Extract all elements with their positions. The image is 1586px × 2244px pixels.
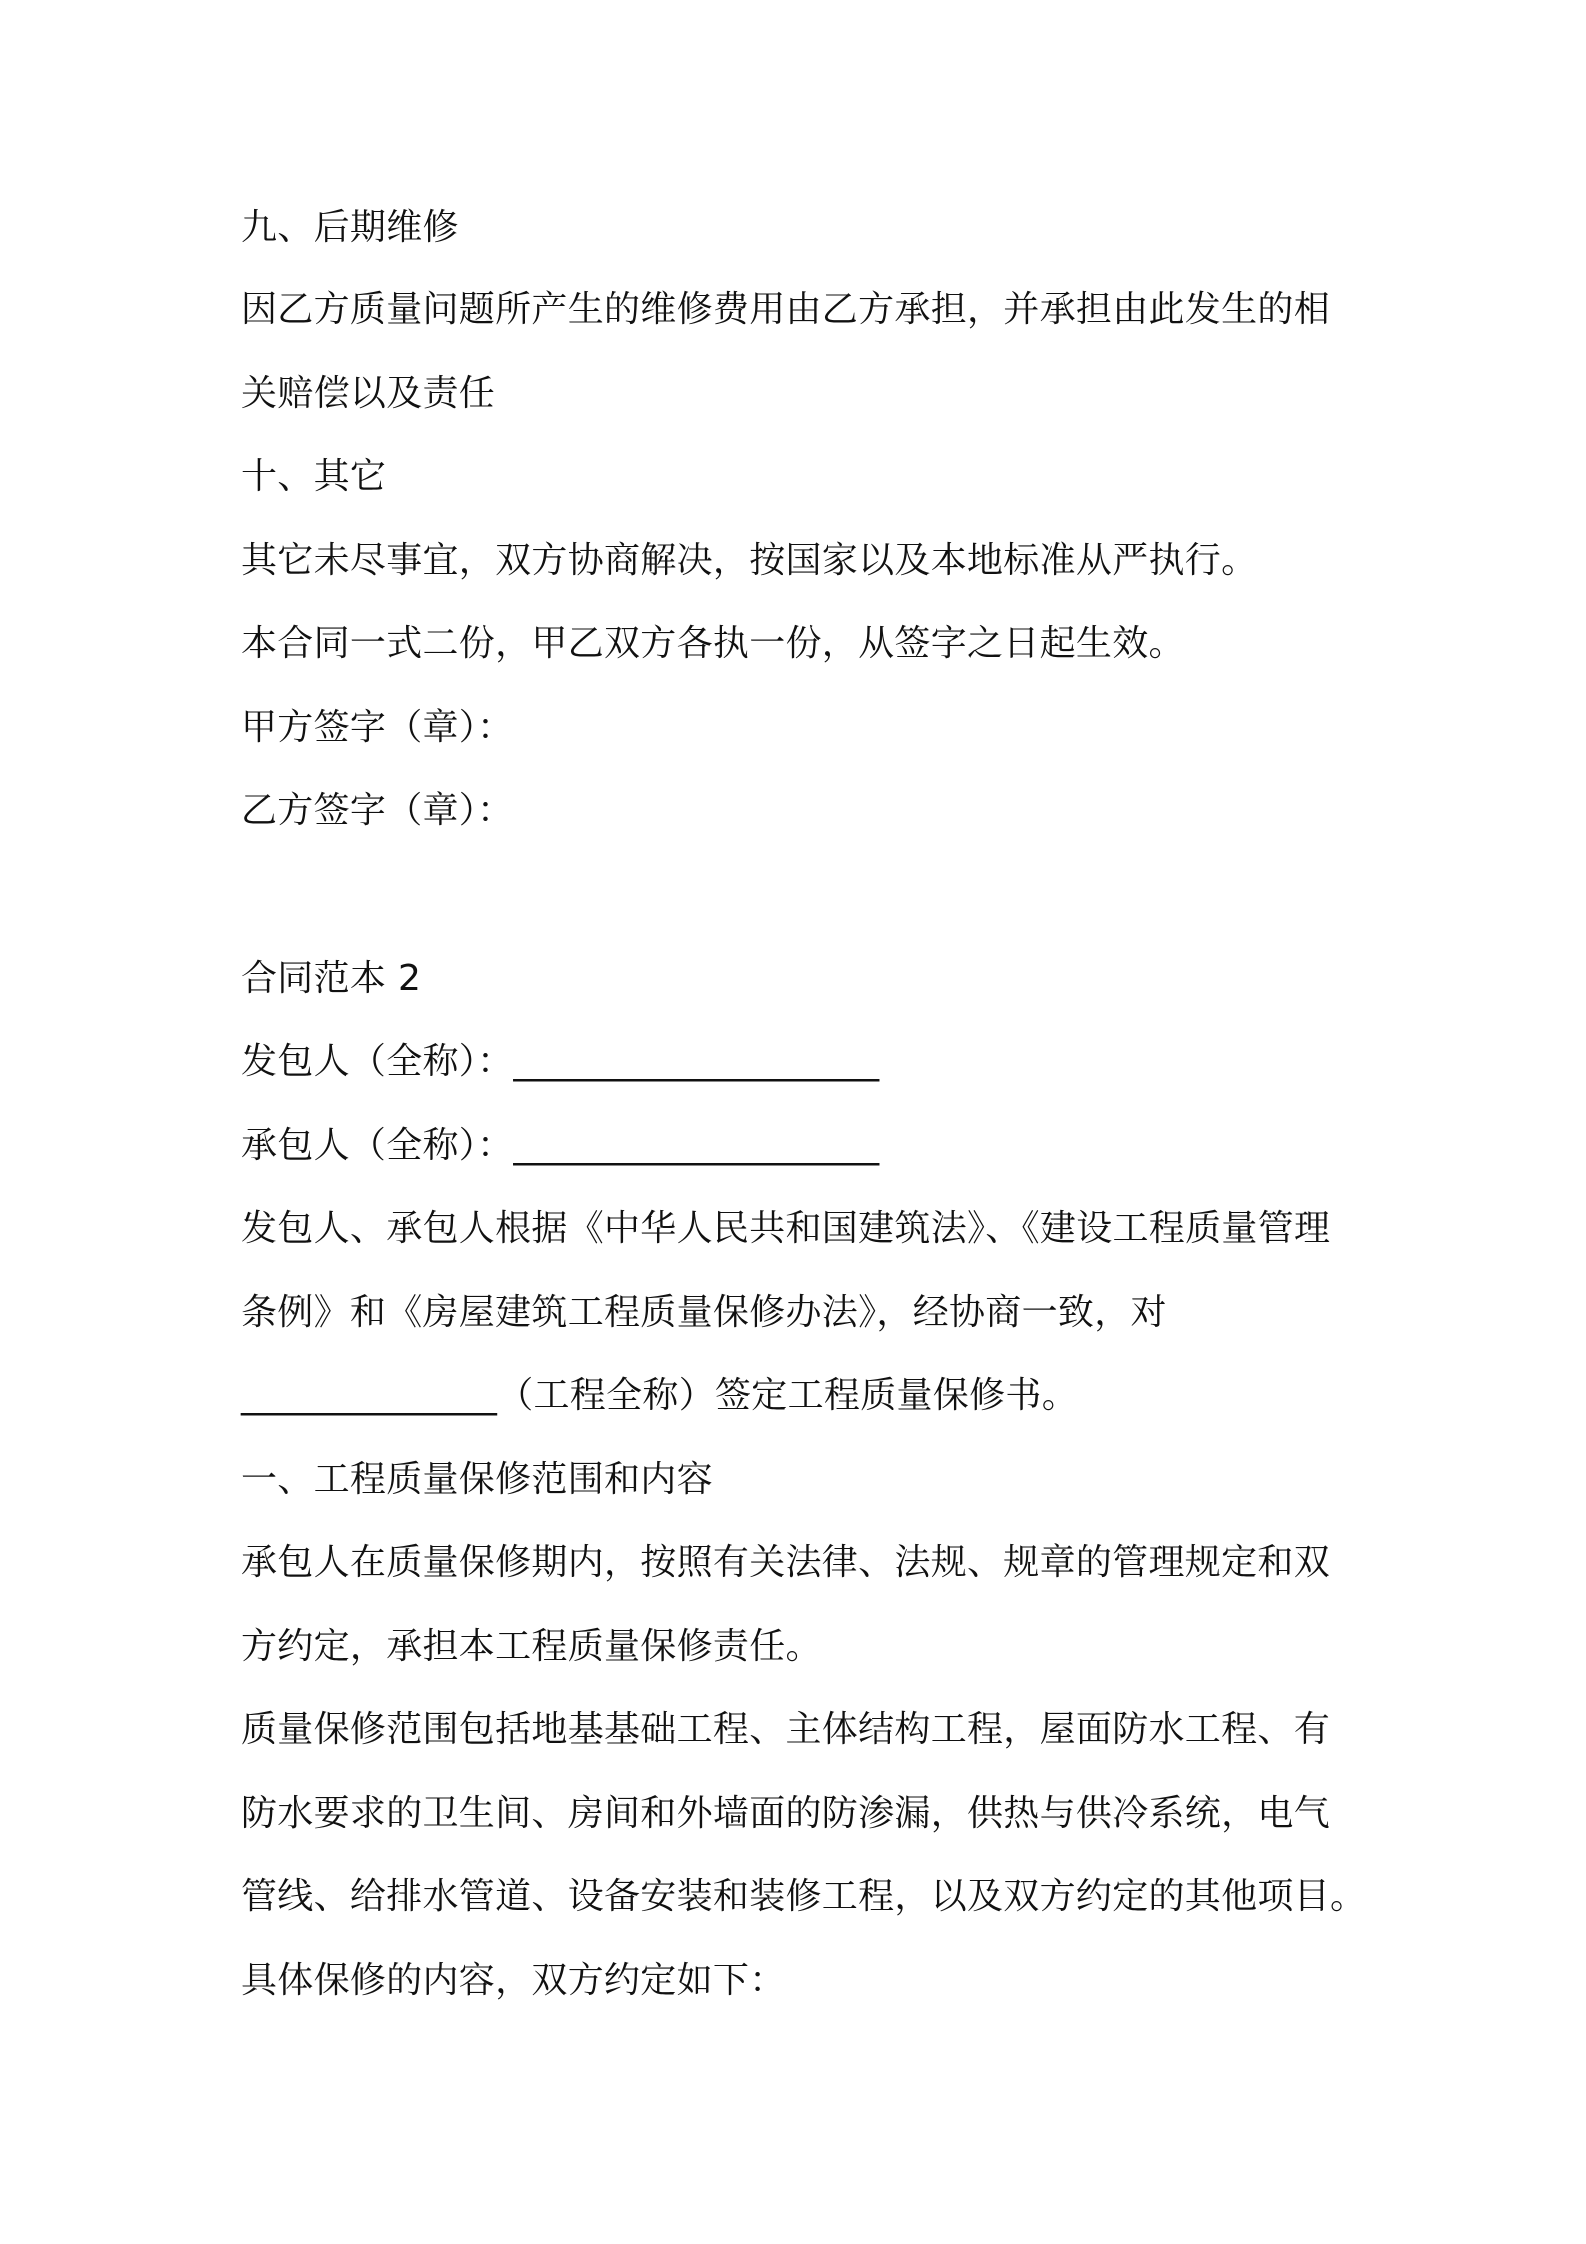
contractor-field: 承包人（全称）：____________________ <box>241 1125 880 1166</box>
paragraph-maintenance-2: 关赔偿以及责任 <box>241 373 496 414</box>
party-b-signature: 乙方签字（章）： <box>241 790 514 831</box>
paragraph-scope-5: 管线、给排水管道、设备安装和装修工程，以及双方约定的其他项目。 <box>241 1876 1367 1917</box>
paragraph-scope-1: 承包人在质量保修期内，按照有关法律、法规、规章的管理规定和双 <box>241 1542 1331 1583</box>
paragraph-basis-3: ______________（工程全称）签定工程质量保修书。 <box>241 1375 1078 1416</box>
section-heading-maintenance: 九、后期维修 <box>241 207 459 248</box>
paragraph-other: 其它未尽事宜，双方协商解决，按国家以及本地标准从严执行。 <box>241 540 1258 581</box>
party-a-signature: 甲方签字（章）： <box>241 707 514 748</box>
paragraph-scope-2: 方约定，承担本工程质量保修责任。 <box>241 1626 822 1667</box>
paragraph-scope-6: 具体保修的内容，双方约定如下： <box>241 1960 786 2001</box>
section-heading-scope: 一、工程质量保修范围和内容 <box>241 1459 713 1500</box>
paragraph-scope-4: 防水要求的卫生间、房间和外墙面的防渗漏，供热与供冷系统，电气 <box>241 1793 1331 1834</box>
paragraph-scope-3: 质量保修范围包括地基基础工程、主体结构工程，屋面防水工程、有 <box>241 1709 1331 1750</box>
template-title: 合同范本 2 <box>241 958 422 999</box>
section-heading-other: 十、其它 <box>241 456 387 497</box>
paragraph-copies: 本合同一式二份，甲乙双方各执一份，从签字之日起生效。 <box>241 623 1185 664</box>
employer-field: 发包人（全称）：____________________ <box>241 1041 880 1082</box>
paragraph-basis-2: 条例》和《房屋建筑工程质量保修办法》，经协商一致，对 <box>241 1292 1167 1333</box>
paragraph-basis-1: 发包人、承包人根据《中华人民共和国建筑法》、《建设工程质量管理 <box>241 1208 1331 1249</box>
paragraph-maintenance-1: 因乙方质量问题所产生的维修费用由乙方承担，并承担由此发生的相 <box>241 289 1331 330</box>
